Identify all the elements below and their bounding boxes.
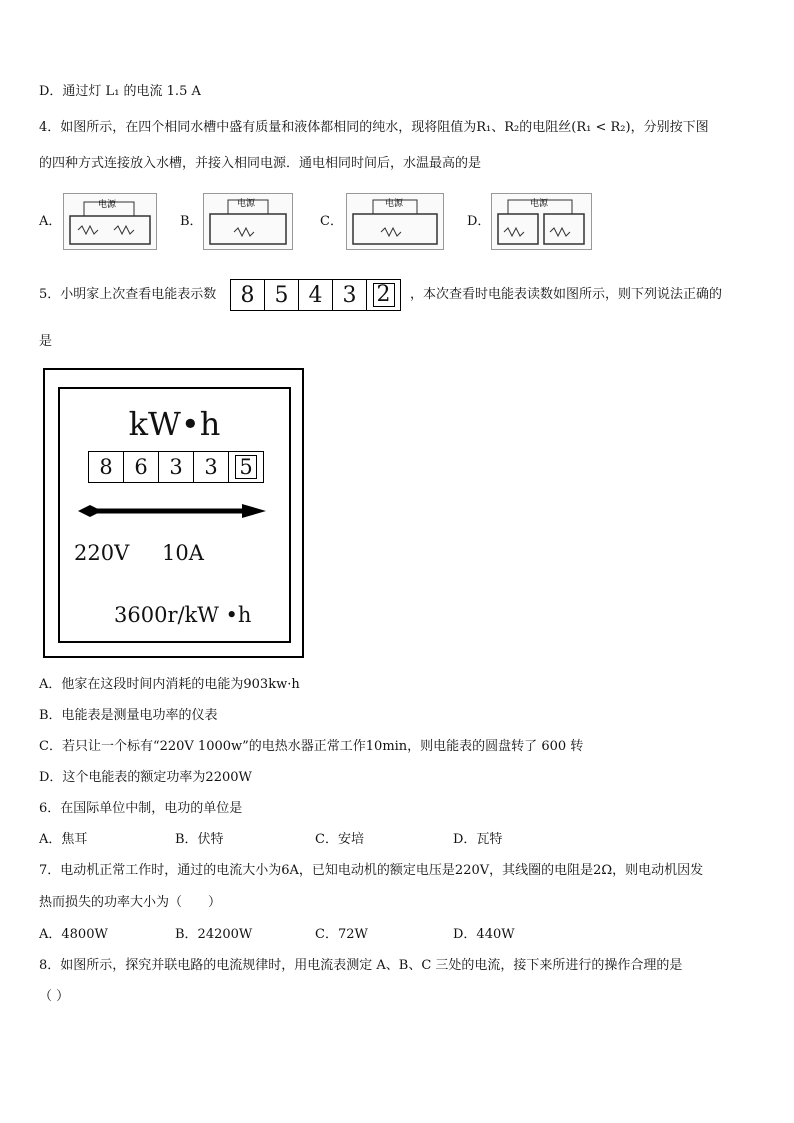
q4-figure-c-drawing	[347, 194, 443, 249]
q6-option-b: B．伏特	[175, 832, 224, 847]
meter-disc-arrow-icon	[74, 501, 270, 521]
q5-stem-suffix: ，本次查看时电能表读数如图所示，则下列说法正确的	[410, 287, 723, 302]
q4-stem-line1: 4．如图所示，在四个相同水槽中盛有质量和液体都相同的纯水，现将阻值为R₁、R₂的电阻丝(R₁ < R₂)，分别按下图	[39, 120, 709, 135]
q5-stem-prefix: 5．小明家上次查看电能表示数	[39, 287, 217, 302]
q7-option-d: D．440W	[453, 927, 515, 942]
electric-meter-panel	[58, 387, 291, 643]
q4-option-a-label: A．	[39, 214, 62, 229]
q5-option-c: C．若只让一个标有“220V 1000w”的电热水器正常工作10min，则电能表的圆盘转了 600 转	[39, 739, 584, 754]
q5-option-a: A．他家在这段时间内消耗的电能为903kw·h	[39, 677, 300, 692]
q3-option-d: D．通过灯 L₁ 的电流 1.5 A	[39, 84, 201, 99]
q4-figure-c-source: 电源	[385, 199, 404, 209]
q4-figure-b	[203, 193, 293, 250]
meter-digit: 8	[89, 452, 124, 482]
q4-figure-d	[491, 193, 592, 250]
q4-figure-b-source: 电源	[237, 199, 256, 209]
q7-option-b: B．24200W	[175, 927, 253, 942]
q4-option-c-label: C．	[320, 214, 343, 229]
q6-option-a: A．焦耳	[39, 832, 88, 847]
q7-option-c: C．72W	[315, 927, 368, 942]
meter-digit: 3	[159, 452, 194, 482]
meter-decimal-box: 5	[235, 455, 257, 479]
q4-figure-a-source: 电源	[98, 200, 117, 210]
q6-option-d: D．瓦特	[453, 832, 503, 847]
q8-stem-line2: （ ）	[39, 989, 70, 1004]
q5-prev-digit: 4	[299, 280, 333, 310]
q7-stem-line2: 热而损失的功率大小为（ ）	[39, 895, 222, 910]
q5-option-b: B．电能表是测量电功率的仪表	[39, 708, 218, 723]
electric-meter-figure	[43, 368, 304, 658]
q5-prev-digit: 8	[231, 280, 265, 310]
q4-figure-b-drawing	[204, 194, 292, 249]
q6-stem: 6．在国际单位中制，电功的单位是	[39, 801, 243, 816]
q5-prev-digit-decimal	[367, 280, 400, 310]
q4-figure-c	[346, 193, 444, 250]
meter-current: 10A	[162, 541, 204, 565]
meter-digit: 6	[124, 452, 159, 482]
q5-prev-digit: 3	[333, 280, 367, 310]
q4-option-d-label: D．	[467, 214, 491, 229]
meter-rating: 3600r/kW •h	[114, 603, 252, 627]
q5-stem-line2: 是	[39, 334, 53, 349]
q5-prev-decimal-box: 2	[373, 283, 395, 307]
q4-figure-a	[63, 193, 157, 250]
q6-option-c: C．安培	[315, 832, 364, 847]
q4-stem-line2: 的四种方式连接放入水槽，并接入相同电源．通电相同时间后，水温最高的是	[39, 156, 482, 171]
q4-option-b-label: B．	[180, 214, 203, 229]
q5-previous-reading	[230, 279, 401, 311]
q7-stem-line1: 7．电动机正常工作时，通过的电流大小为6A，已知电动机的额定电压是220V，其线圈的电阻是2Ω，则电动机因发	[39, 863, 704, 878]
q8-stem-line1: 8．如图所示，探究并联电路的电流规律时，用电流表测定 A、B、C 三处的电流，接下来所进行的操作合理的是	[39, 958, 683, 973]
meter-unit: kW•h	[128, 405, 221, 443]
meter-voltage: 220V	[74, 541, 130, 565]
q4-figure-a-drawing	[64, 194, 156, 249]
q5-prev-digit: 5	[265, 280, 299, 310]
meter-digit: 3	[194, 452, 229, 482]
meter-reading	[88, 451, 264, 483]
q7-option-a: A．4800W	[39, 927, 108, 942]
meter-digit-decimal	[229, 452, 263, 482]
q4-figure-d-drawing	[492, 194, 591, 249]
q4-figure-d-source: 电源	[530, 199, 549, 209]
q5-option-d: D．这个电能表的额定功率为2200W	[39, 770, 252, 785]
